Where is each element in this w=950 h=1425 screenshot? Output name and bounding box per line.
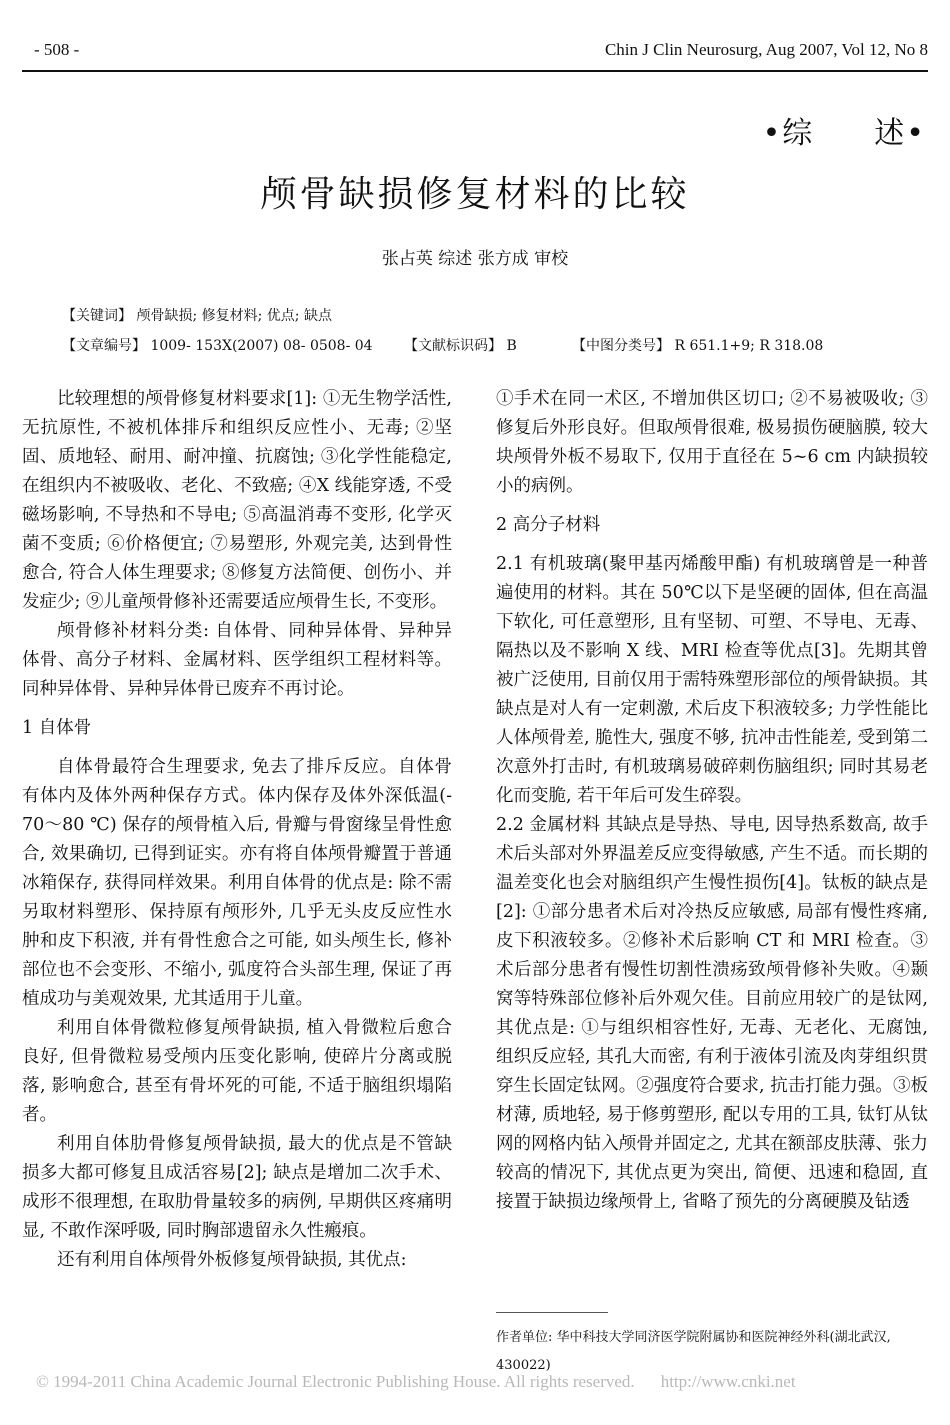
article-number: 【文章编号】 1009- 153X(2007) 08- 0508- 04 [62, 338, 373, 354]
subsection-body: 有机玻璃曾是一种普遍使用的材料。其在 50℃以下是坚硬的固体, 但在高温下软化, 可任意塑形, 且有坚韧、可塑、不导电、无毒、隔热以及不影响 X 线、MRI 检查等优点[3]。先期其曾被广泛使用, 目前仅用于需特殊塑形部位的颅骨缺损。其缺点是对人有一定刺激, 术后皮下积液较多; 力学性能比人体颅骨差, 脆性大, 强度不够, 抗冲击性能差, 受到第二次意外打击时, 有机玻璃易破碎刺伤脑组织; 同时其易老化而变脆, 若干年后可发生碎裂。 [496, 554, 928, 806]
cnki-link[interactable]: http://www.cnki.net [660, 1372, 796, 1391]
paragraph: 还有利用自体颅骨外板修复颅骨缺损, 其优点: [57, 1250, 407, 1270]
page-number: - 508 - [34, 40, 80, 59]
footnote-rule [496, 1312, 608, 1313]
section-heading: 1 自体骨 [22, 718, 92, 738]
paragraph: 颅骨修补材料分类: 自体骨、同种异体骨、异种异体骨、高分子材料、金属材料、医学组织工程材料等。同种异体骨、异种异体骨已废弃不再讨论。 [22, 621, 452, 699]
paragraph: 自体骨最符合生理要求, 免去了排斥反应。自体骨有体内及体外两种保存方式。体内保存及体外深低温(- 70～80 ℃) 保存的颅骨植入后, 骨瓣与骨窗缘呈骨性愈合, 效果确切, 已得到证实。亦有将自体颅骨瓣置于普通冰箱保存, 获得同样效果。利用自体骨的优点是: 除不需另取材料塑形、保持原有颅形外, 几乎无头皮反应性水肿和皮下积液, 并有骨性愈合之可能, 如头颅生长, 修补部位也不会变形、不缩小, 弧度符合头部生理, 保证了再植成功与美观效果, 尤其适用于儿童。 [22, 757, 452, 1009]
author-affiliation: 作者单位: 华中科技大学同济医学院附属协和医院神经外科(湖北武汉, 430022) [496, 1330, 891, 1373]
paragraph: 比较理想的颅骨修复材料要求[1]: ①无生物学活性, 无抗原性, 不被机体排斥和组织反应性小、无毒; ②坚固、质地轻、耐用、耐冲撞、抗腐蚀; ③化学性能稳定, 在组织内不被吸收、老化、不致癌; ④X 线能穿透, 不受磁场影响, 不导热和不导电; ⑤高温消毒不变形, 化学灭菌不变质; ⑥价格便宜; ⑦易塑形, 外观完美, 达到骨性愈合, 符合人体生理要求; ⑧修复方法简便、创伤小、并发症少; ⑨儿童颅骨修补还需要适应颅骨生长, 不变形。 [22, 389, 452, 612]
subsection-heading: 2.2 金属材料 [496, 815, 601, 835]
paragraph: 利用自体骨微粒修复颅骨缺损, 植入骨微粒后愈合良好, 但骨微粒易受颅内压变化影响, 使碎片分离或脱落, 影响愈合, 甚至有骨坏死的可能, 不适于脑组织塌陷者。 [22, 1018, 452, 1125]
running-header [22, 40, 928, 64]
journal-citation: Chin J Clin Neurosurg, Aug 2007, Vol 12, No 8 [604, 40, 928, 59]
left-column [22, 385, 452, 1275]
section-tag-dot: • [762, 116, 783, 151]
document-code: 【文献标识码】 B [404, 338, 517, 354]
section-tag [763, 108, 926, 152]
paragraph: 利用自体肋骨修复颅骨缺损, 最大的优点是不管缺损多大都可修复且成活容易[2]; 缺点是增加二次手术、成形不很理想, 在取肋骨量较多的病例, 早期供区疼痛明显, 不敢作深呼吸, 同时胸部遗留永久性瘢痕。 [22, 1134, 452, 1241]
section-tag-left: 综 [782, 116, 815, 151]
article-title: 颅骨缺损修复材料的比较 [260, 174, 690, 215]
section-heading: 2 高分子材料 [496, 515, 601, 535]
authors: 张占英 综述 张方成 审校 [381, 249, 569, 269]
subsection-body: 其缺点是导热、导电, 因导热系数高, 故手术后头部对外界温差反应变得敏感, 产生不适。而长期的温差变化也会对脑组织产生慢性损伤[4]。钛板的缺点是[2]: ①部分患者术后对冷热反应敏感, 局部有慢性疼痛, 皮下积液较多。②修补术后影响 CT 和 MRI 检查。③术后部分患者有慢性切割性溃疡致颅骨修补失败。④颞窝等特殊部位修补后外观欠佳。目前应用较广的是钛网, 其优点是: ①与组织相容性好, 无毒、无老化、无腐蚀, 组织反应轻, 其孔大而密, 有利于液体引流及肉芽组织贯穿生长固定钛网。②强度符合要求, 抗击打能力强。③板材薄, 质地轻, 易于修剪塑形, 配以专用的工具, 钛钉从钛网的网格内钻入颅骨并固定之, 尤其在额部皮肤薄、张力较高的情况下, 其优点更为突出, 简便、迅速和稳固, 直接置于缺损边缘颅骨上, 省略了预先的分离硬膜及钻透 [496, 815, 928, 1212]
copyright-watermark [36, 1372, 796, 1392]
copyright-text: © 1994-2011 China Academic Journal Electronic Publishing House. All rights reserved. [36, 1372, 635, 1391]
keywords: 【关键词】 颅骨缺损; 修复材料; 优点; 缺点 [62, 308, 332, 324]
section-tag-right: 述 [874, 116, 907, 151]
section-tag-dot-end: • [906, 116, 926, 151]
subsection-heading: 2.1 有机玻璃(聚甲基丙烯酸甲酯) [496, 554, 761, 574]
right-column [496, 385, 928, 1217]
classification-number: 【中图分类号】 R 651.1+9; R 318.08 [572, 338, 824, 354]
paragraph: ①手术在同一术区, 不增加供区切口; ②不易被吸收; ③修复后外形良好。但取颅骨很难, 极易损伤硬脑膜, 较大块颅骨外板不易取下, 仅用于直径在 5~6 cm 内缺损较小的病例。 [496, 389, 928, 496]
header-rule [22, 70, 928, 72]
